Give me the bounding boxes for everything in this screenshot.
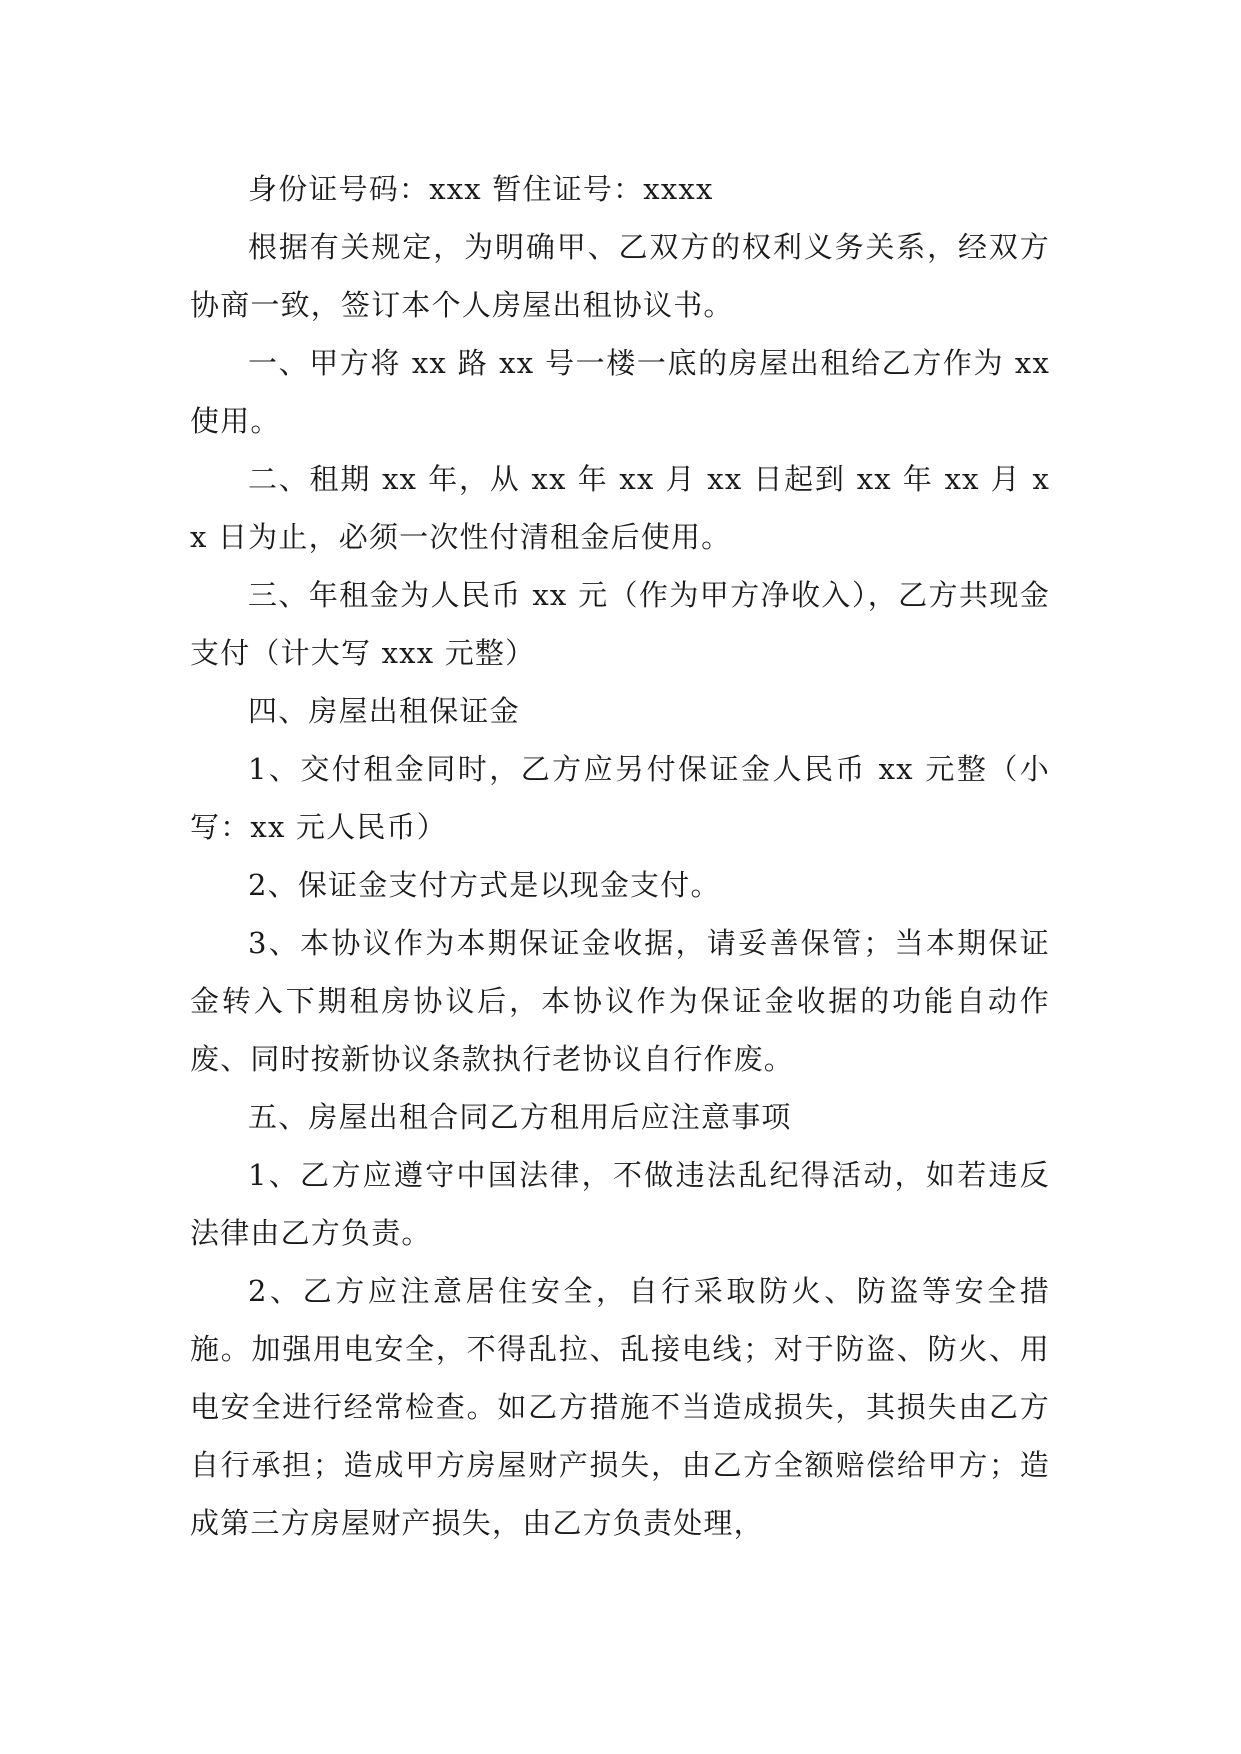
paragraph-clause-5-heading: 五、房屋出租合同乙方租用后应注意事项 <box>248 1100 792 1134</box>
paragraph-clause-4-item-3: 3、本协议作为本期保证金收据，请妥善保管；当本期保证金转入下期租房协议后，本协议作为保证金收据的功能自动作废、同时按新协议条款执行老协议自行作废。 <box>190 926 1050 1076</box>
paragraph-clause-1: 一、甲方将 xx 路 xx 号一楼一底的房屋出租给乙方作为 xx 使用。 <box>190 346 1050 438</box>
paragraph-clause-3: 三、年租金为人民币 xx 元（作为甲方净收入），乙方共现金支付（计大写 xxx 元整） <box>190 578 1050 670</box>
paragraph-id-numbers: 身份证号码：xxx 暂住证号：xxxx <box>248 172 714 206</box>
paragraph-clause-2: 二、租期 xx 年，从 xx 年 xx 月 xx 日起到 xx 年 xx 月 xx 日为止，必须一次性付清租金后使用。 <box>190 462 1050 554</box>
paragraph-clause-5-item-1: 1、乙方应遵守中国法律，不做违法乱纪得活动，如若违反法律由乙方负责。 <box>190 1158 1050 1250</box>
paragraph-clause-4-heading: 四、房屋出租保证金 <box>248 694 520 728</box>
paragraph-preamble: 根据有关规定，为明确甲、乙双方的权利义务关系，经双方协商一致，签订本个人房屋出租协议书。 <box>190 230 1050 322</box>
paragraph-clause-4-item-2: 2、保证金支付方式是以现金支付。 <box>248 868 721 902</box>
paragraph-clause-5-item-2: 2、乙方应注意居住安全，自行采取防火、防盗等安全措施。加强用电安全，不得乱拉、乱接电线；对于防盗、防火、用电安全进行经常检查。如乙方措施不当造成损失，其损失由乙方自行承担；造成甲方房屋财产损失，由乙方全额赔偿给甲方；造成第三方房屋财产损失，由乙方负责处理， <box>190 1274 1050 1540</box>
paragraph-clause-4-item-1: 1、交付租金同时，乙方应另付保证金人民币 xx 元整（小写：xx 元人民币） <box>190 752 1050 844</box>
document-body <box>190 160 1050 1552</box>
